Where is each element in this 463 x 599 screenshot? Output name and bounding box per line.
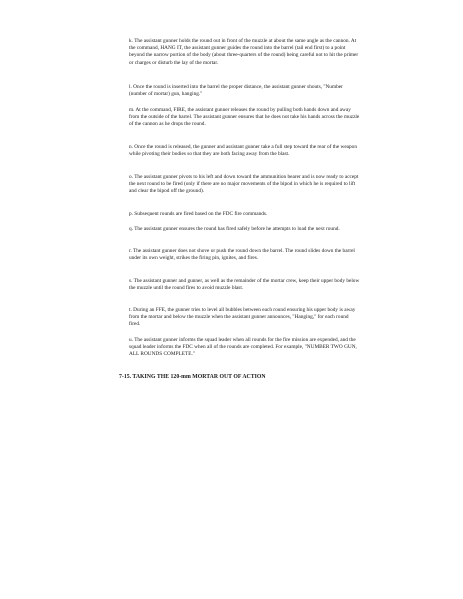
paragraph-k: k. The assistant gunner holds the round out in front of the muzzle at about the same angle as the cannon. At the command, HANG IT, the assistant gunner guides the round into the barrel (tail end first) to a point beyond the narrow portion of the body (about three-quarters of the round) being careful not to hit the primer or charges or disturb the lay of the mortar. <box>129 38 359 66</box>
section-heading: 7-15. TAKING THE 120-mm MORTAR OUT OF ACTION <box>119 374 266 380</box>
paragraph-m: m. At the command, FIRE, the assistant gunner releases the round by pulling both hands down and away from the outside of the barrel. The assistant gunner ensures that he does not take his hands across the muzzle of the cannon as he drops the round. <box>129 107 360 128</box>
paragraph-o: o. The assistant gunner pivots to his left and down toward the ammunition bearer and is now ready to accept the next round to be fired (only if there are no major movements of the bipod in which he is required to lift and clear the bipod off the ground). <box>129 174 359 195</box>
paragraph-p: p. Subsequent rounds are fired based on the FDC fire commands. <box>129 211 268 217</box>
paragraph-s: s. The assistant gunner and gunner, as well as the remainder of the mortar crew, keep their upper body below the muzzle until the round fires to avoid muzzle blast. <box>129 278 360 292</box>
paragraph-l: l. Once the round is inserted into the barrel the proper distance, the assistant gunner shouts, "Number (number of mortar) gun, hanging." <box>129 84 343 98</box>
paragraph-r: r. The assistant gunner does not shove or push the round down the barrel. The round slides down the barrel under its own weight, strikes the firing pin, ignites, and fires. <box>129 248 355 262</box>
paragraph-q: q. The assistant gunner ensures the round has fired safely before he attempts to load the next round. <box>129 226 340 232</box>
paragraph-t: t. During an FFE, the gunner tries to level all bubbles between each round ensuring his upper body is away from the mortar and below the muzzle when the assistant gunner announces, "Hanging," for each round fired. <box>129 307 356 328</box>
paragraph-u: u. The assistant gunner informs the squad leader when all rounds for the fire mission are expended, and the squad leader informs the FDC when all of the rounds are completed. For example, "NUMBER TWO GUN, ALL ROUNDS COMPLETE." <box>129 337 357 358</box>
paragraph-n: n. Once the round is released, the gunner and assistant gunner take a full step toward the rear of the weapon while pivoting their bodies so that they are both facing away from the blast. <box>129 144 357 158</box>
